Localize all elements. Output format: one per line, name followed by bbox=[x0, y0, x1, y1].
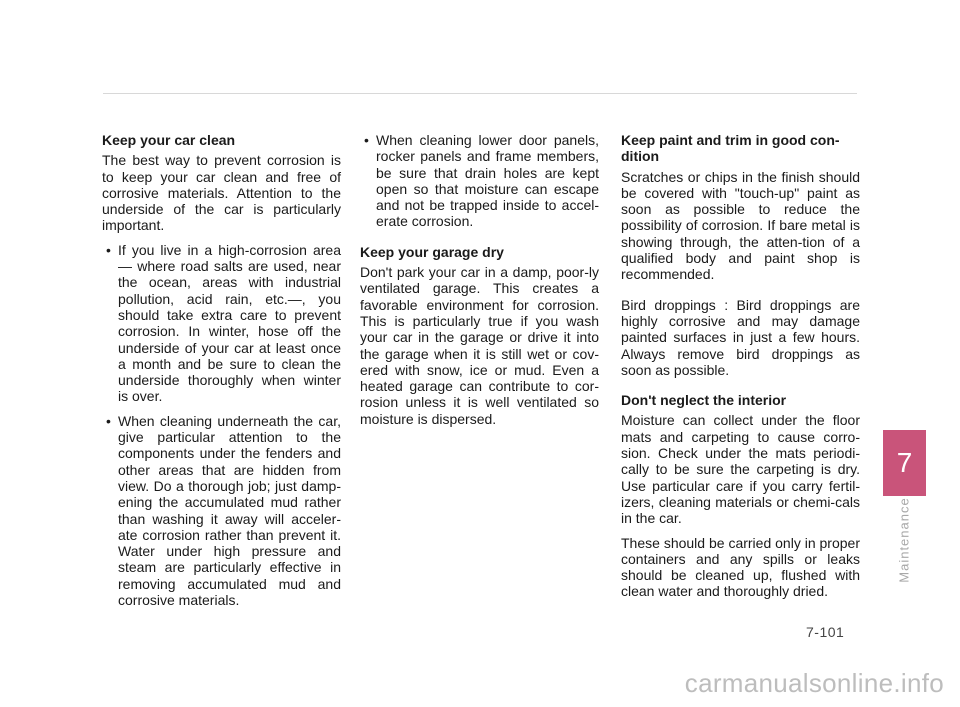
paragraph-containers: These should be carried only in proper containers and any spills or leaks should be cleaned up, flushed with clean water and thoroughly dried. bbox=[621, 534, 860, 600]
heading-keep-garage-dry: Keep your garage dry bbox=[360, 243, 504, 260]
column-right bbox=[621, 132, 860, 608]
heading-paint-and-trim: Keep paint and trim in good con-dition bbox=[621, 132, 840, 165]
header-rule bbox=[103, 93, 857, 94]
bullet-high-corrosion-area: • If you live in a high-corrosion area — where road salts are used, near the ocean, areas with industrial pollution, acid rain, etc.—, you should take extra care to prevent corrosion. In winter, hose off the underside of your car at least once a month and be sure to clean the underside thoroughly when winter is over. bbox=[102, 242, 341, 405]
column-left bbox=[102, 132, 341, 616]
paragraph-scratches: Scratches or chips in the finish should be covered with "touch-up" paint as soon as possible to reduce the possibility of corrosion. If bare metal is showing through, the atten-tion of a qualified body and paint shop is recommended. bbox=[621, 168, 860, 283]
heading-interior: Don't neglect the interior bbox=[621, 392, 787, 409]
bullet-list-cleaning bbox=[102, 242, 341, 609]
watermark: carmanualsonline.info bbox=[684, 668, 944, 698]
bullet-lower-door-panels: • When cleaning lower door panels, rocker panels and frame members, be sure that drain holes are kept open so that moisture can escape and not be trapped inside to accel-erate corrosion. bbox=[360, 132, 599, 230]
section-label: Maintenance bbox=[896, 497, 912, 583]
paragraph-intro: The best way to prevent corrosion is to keep your car clean and free of corrosive materials. Attention to the underside of the car is particularly important. bbox=[102, 152, 341, 234]
paragraph-moisture: Moisture can collect under the floor mats and carpeting to cause corro-sion. Check under the mats periodi-cally to be sure the carpeting is dry. Use particular care if you carry fertil-izers, cleaning materials or chemi-cals in the car. bbox=[621, 412, 860, 527]
paragraph-bird-droppings: Bird droppings : Bird droppings are highly corrosive and may damage painted surfaces in just a few hours. Always remove bird droppings as soon as possible. bbox=[621, 296, 860, 378]
heading-keep-car-clean: Keep your car clean bbox=[102, 132, 236, 148]
page-number: 7-101 bbox=[806, 624, 845, 640]
chapter-tab: 7 bbox=[883, 430, 926, 496]
paragraph-garage: Don't park your car in a damp, poor-ly ventilated garage. This creates a favorable environment for corrosion. This is particularly true if you wash your car in the garage or drive it into the garage when it is still wet or cov-ered with snow, ice or mud. Even a heated garage can contribute to cor-rosion unless it is well ventilated so moisture is dispersed. bbox=[360, 264, 599, 427]
column-middle bbox=[360, 132, 599, 435]
bullet-list-door-panels bbox=[360, 132, 599, 230]
bullet-cleaning-underneath: • When cleaning underneath the car, give particular attention to the components under the fenders and other areas that are hidden from view. Do a thorough job; just damp-ening the accumulated mud rather than washing it away will acceler-ate corrosion rather than prevent it. Water under high pressure and steam are particularly effective in removing accumulated mud and corrosive materials. bbox=[102, 413, 341, 609]
